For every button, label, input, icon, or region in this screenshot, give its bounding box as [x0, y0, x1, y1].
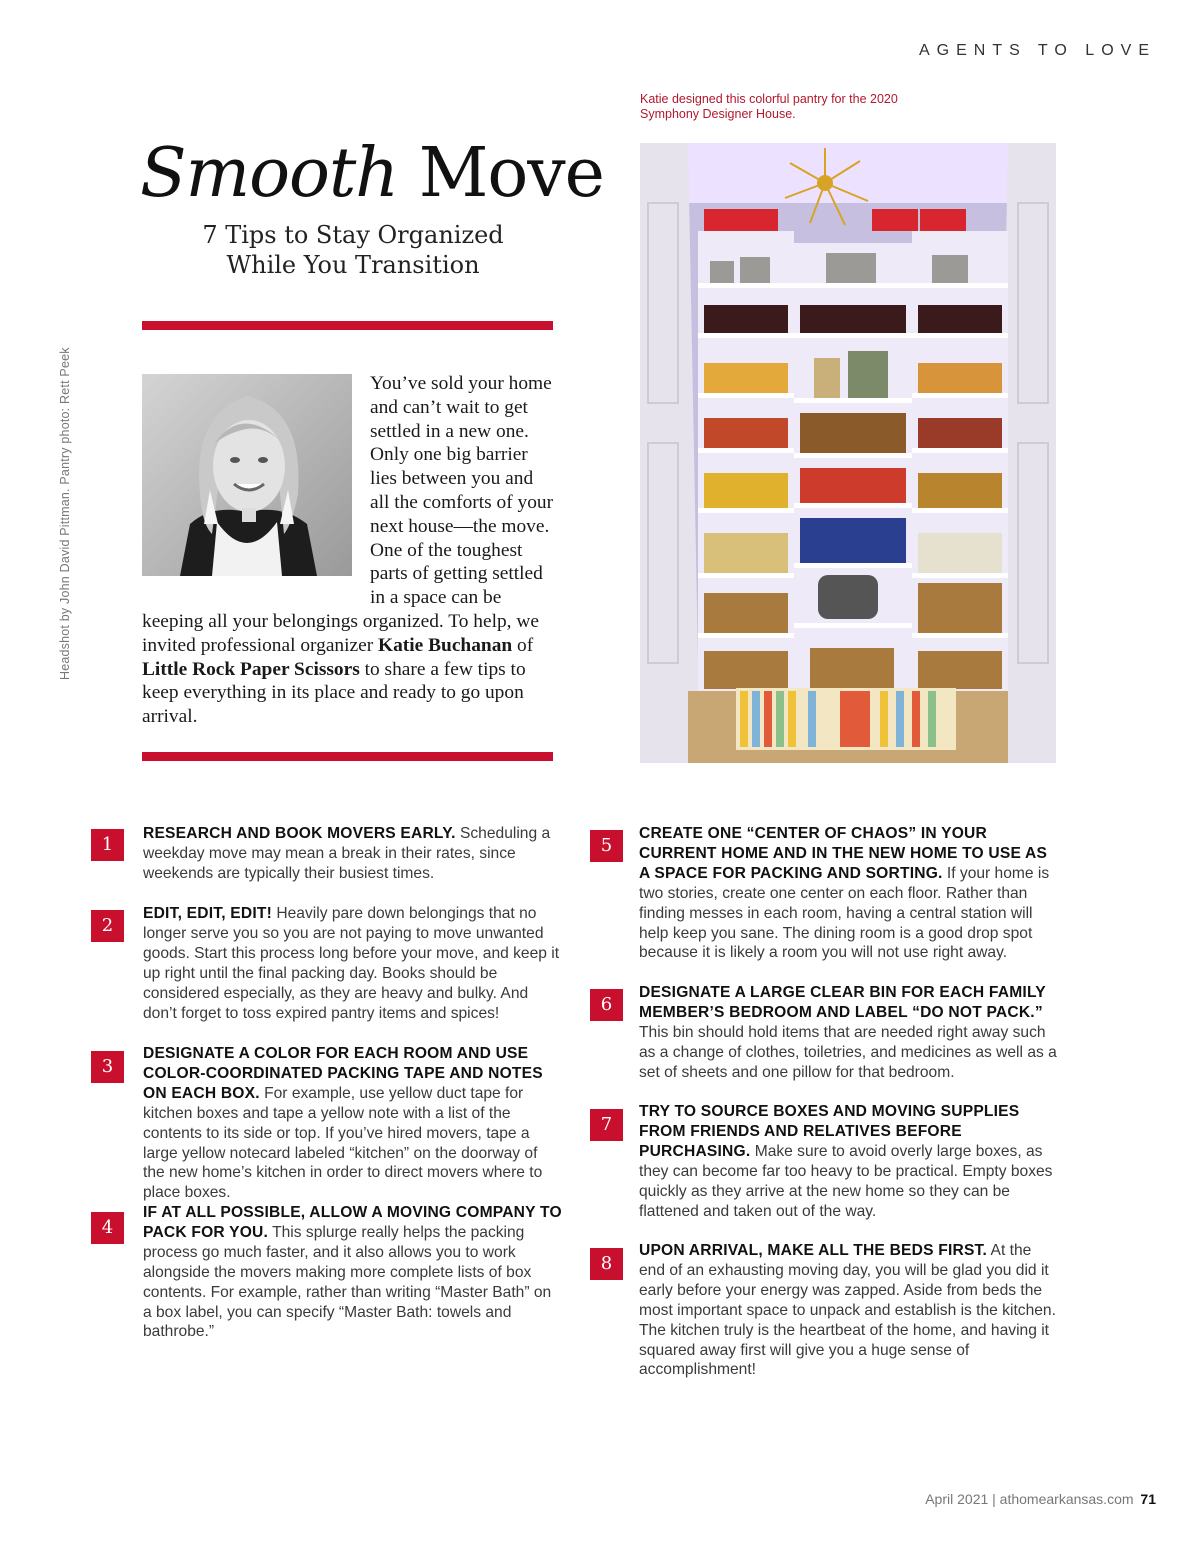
- intro-text-2: of: [512, 634, 534, 656]
- subtitle: [142, 220, 564, 280]
- tip-title: DESIGNATE A LARGE CLEAR BIN FOR EACH FAMILY MEMBER’S BEDROOM AND LABEL “DO NOT PACK.”: [639, 984, 1046, 1021]
- tip-title: TRY TO SOURCE BOXES AND MOVING SUPPLIES FROM FRIENDS AND RELATIVES BEFORE PURCHASING.: [639, 1103, 1020, 1160]
- tip-title: EDIT, EDIT, EDIT!: [143, 905, 273, 922]
- tip-item: [639, 1102, 1061, 1221]
- tip-number-badge: 2: [91, 910, 124, 942]
- intro-text-1: You’ve sold your home and can’t wait to get settled in a new one. Only one big barrier lies between you and all the comforts of your next house—the move. One of the toughest parts of getting settled in a space can be keeping all your belongings organized. To help, we invited professional organizer: [142, 373, 554, 656]
- top-divider: [142, 321, 553, 330]
- tip-number-badge: 6: [590, 989, 623, 1021]
- tip-body: Scheduling a weekday move may mean a break in their rates, since weekends are typically their busiest times.: [143, 825, 551, 882]
- pantry-illustration: [640, 143, 1056, 763]
- page-number: 71: [1140, 1491, 1156, 1507]
- tip-body: At the end of an exhausting moving day, you will be glad you did it early before your energy was zapped. Aside from beds the most important space to unpack and establish is the kitchen. The kitchen truly is the heartbeat of the home, and having it squared away first will give you a huge sense of accomplishment!: [639, 1242, 1056, 1379]
- tip-number-badge: 5: [590, 830, 623, 862]
- subtitle-line-2: While You Transition: [226, 251, 480, 279]
- tip-item: [143, 904, 563, 1023]
- subtitle-line-1: 7 Tips to Stay Organized: [202, 221, 504, 249]
- tip-title: RESEARCH AND BOOK MOVERS EARLY.: [143, 825, 456, 842]
- section-label: AGENTS TO LOVE: [918, 42, 1156, 59]
- tip-number-badge: 7: [590, 1109, 623, 1141]
- title-italic: Smooth: [140, 134, 399, 213]
- tip-number-badge: 3: [91, 1051, 124, 1083]
- tip-item: [639, 824, 1061, 963]
- tip-body: This bin should hold items that are needed right away such as a change of clothes, toiletries, and medicines as well as a set of sheets and one pillow for that bedroom.: [639, 1023, 1057, 1081]
- intro-text-3: to share a few tips to keep everything in its place and ready to go upon arrival.: [142, 658, 526, 728]
- page-footer: [925, 1491, 1156, 1507]
- page-title: [140, 132, 604, 216]
- tip-body: For example, use yellow duct tape for kitchen boxes and tape a yellow note with a list of the contents to its side or top. If you’ve hired movers, tape a large yellow notecard labeled “kitchen” on the doorway of the new home’s kitchen in order to direct movers where to place boxes.: [143, 1084, 543, 1202]
- tip-body: If your home is two stories, create one center on each floor. Rather than finding messes in each room, having a central station will help keep you sane. The dining room is a good drop spot because it is likely a room you will not use right away.: [639, 864, 1050, 962]
- tip-item: [143, 1203, 563, 1342]
- pantry-photo: [640, 143, 1056, 763]
- bottom-divider: [142, 752, 553, 761]
- tip-number-badge: 8: [590, 1248, 623, 1280]
- tip-body: This splurge really helps the packing process go much faster, and it also allows you to work alongside the movers making more complete lists of box contents. For example, rather than writing “Master Bath” on a box label, you can specify “Master Bath: towels and bathrobe.”: [143, 1223, 552, 1341]
- tip-number-badge: 1: [91, 829, 124, 861]
- tip-number-badge: 4: [91, 1212, 124, 1244]
- company-name: Little Rock Paper Scissors: [142, 658, 360, 680]
- tip-item: [143, 1044, 563, 1203]
- title-rest: Move: [418, 134, 604, 213]
- tip-body: Heavily pare down belongings that no longer serve you so you are not paying to move unwanted goods. Start this process long before your move, and keep it up right until the final packing day. Books should be considered especially, as they are heavy and bulky. And don’t forget to toss expired pantry items and spices!: [143, 905, 560, 1022]
- tip-body: Make sure to avoid overly large boxes, as they can become far too heavy to be practical. Empty boxes quickly as they arrive at the new home so they can be flattened and taken out of the way.: [639, 1142, 1053, 1220]
- tip-title: CREATE ONE “CENTER OF CHAOS” IN YOUR CURRENT HOME AND IN THE NEW HOME TO USE AS A SPACE FOR PACKING AND SORTING.: [639, 825, 1048, 882]
- tip-title: UPON ARRIVAL, MAKE ALL THE BEDS FIRST.: [639, 1242, 988, 1259]
- tip-title: DESIGNATE A COLOR FOR EACH ROOM AND USE COLOR-COORDINATED PACKING TAPE AND NOTES ON EACH BOX.: [143, 1045, 543, 1102]
- photo-caption: Katie designed this colorful pantry for the 2020 Symphony Designer House.: [640, 92, 898, 121]
- tip-item: [639, 983, 1061, 1083]
- photo-credit: Headshot by John David Pittman. Pantry photo: Rett Peek: [58, 347, 72, 680]
- tip-item: [143, 824, 563, 884]
- intro-paragraph: [142, 372, 557, 729]
- organizer-name: Katie Buchanan: [378, 634, 513, 656]
- tip-item: [639, 1241, 1061, 1380]
- tip-title: IF AT ALL POSSIBLE, ALLOW A MOVING COMPANY TO PACK FOR YOU.: [143, 1204, 562, 1241]
- issue-info: April 2021 | athomearkansas.com: [925, 1491, 1134, 1507]
